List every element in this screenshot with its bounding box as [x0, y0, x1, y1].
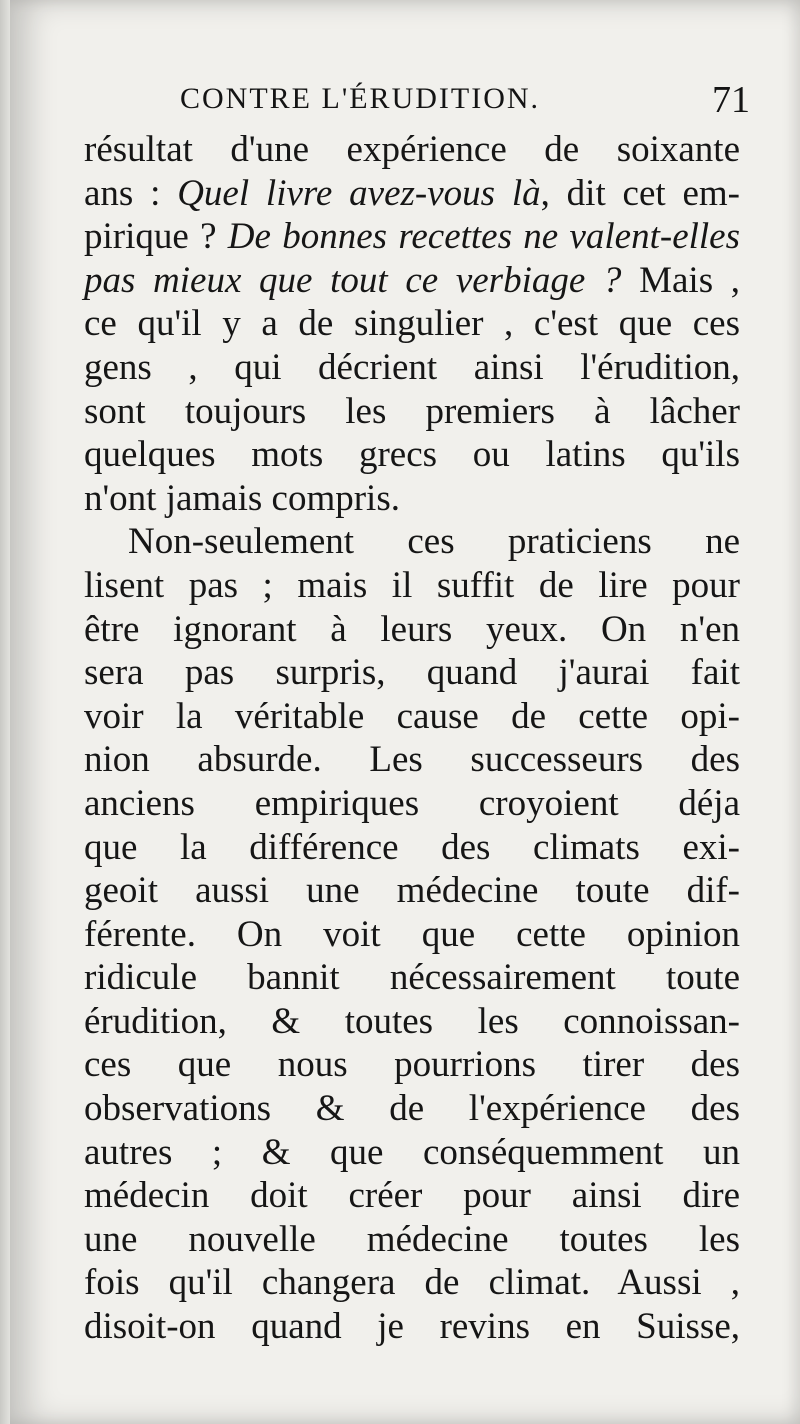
text-line	[84, 215, 740, 259]
text-run: observations & de l'expérience des	[84, 1088, 740, 1130]
text-run: sont toujours les premiers à lâcher	[84, 390, 740, 432]
text-run: ans :	[84, 172, 178, 214]
running-title: CONTRE L'ÉRUDITION.	[180, 82, 541, 115]
text-run: , dit cet em-	[540, 172, 740, 214]
text-line	[84, 520, 740, 564]
text-line	[84, 259, 740, 303]
body-text	[84, 128, 740, 1349]
text-line	[84, 651, 740, 695]
text-run: lisent pas ; mais il suffit de lire pour	[84, 564, 740, 606]
text-line	[84, 1043, 740, 1087]
text-run: ce qu'il y a de singulier , c'est que ces	[84, 303, 740, 345]
italic-text: pas mieux que tout ce verbiage ?	[84, 259, 622, 301]
text-run: être ignorant à leurs yeux. On n'en	[84, 608, 740, 650]
text-line	[84, 1261, 740, 1305]
text-run: gens , qui décrient ainsi l'érudition,	[84, 346, 740, 388]
italic-text: Quel livre avez-vous là	[177, 172, 541, 214]
text-run: médecin doit créer pour ainsi dire	[84, 1175, 740, 1217]
text-run: voir la véritable cause de cette opi-	[84, 695, 740, 737]
text-line	[84, 1174, 740, 1218]
text-line	[84, 346, 740, 390]
text-line	[84, 869, 740, 913]
text-line	[84, 956, 740, 1000]
running-head	[180, 79, 750, 126]
text-run: disoit-on quand je revins en Suisse,	[84, 1306, 740, 1348]
text-line	[84, 913, 740, 957]
text-line	[84, 477, 740, 521]
text-line	[84, 433, 740, 477]
text-run: érudition, & toutes les connoissan-	[84, 1000, 740, 1042]
text-line	[84, 1131, 740, 1175]
text-line	[84, 695, 740, 739]
text-line	[84, 390, 740, 434]
text-line	[84, 1305, 740, 1349]
text-run: n'ont jamais compris.	[84, 477, 400, 519]
text-line	[84, 128, 740, 172]
text-line	[84, 172, 740, 216]
text-run: que la différence des climats exi-	[84, 826, 740, 868]
text-line	[84, 302, 740, 346]
text-run: anciens empiriques croyoient déja	[84, 782, 740, 824]
text-line	[84, 782, 740, 826]
text-line	[84, 1087, 740, 1131]
text-run: nion absurde. Les successeurs des	[84, 739, 740, 781]
text-run: férente. On voit que cette opinion	[84, 913, 740, 955]
text-run: Mais ,	[621, 259, 740, 301]
text-line	[84, 1000, 740, 1044]
text-run: ridicule bannit nécessairement toute	[84, 957, 740, 999]
text-run: autres ; & que conséquemment un	[84, 1131, 740, 1173]
text-run: sera pas surpris, quand j'aurai fait	[84, 652, 740, 694]
text-line	[84, 826, 740, 870]
text-line	[84, 738, 740, 782]
text-run: ces que nous pourrions tirer des	[84, 1044, 740, 1086]
italic-text: De bonnes recettes ne valent-elles	[227, 216, 741, 258]
text-line	[84, 564, 740, 608]
page-number: 71	[712, 79, 750, 121]
text-run: pirique ?	[84, 216, 228, 258]
text-line	[84, 608, 740, 652]
text-run: fois qu'il changera de climat. Aussi ,	[84, 1262, 740, 1304]
text-run: résultat d'une expérience de soixante	[84, 129, 740, 170]
text-run: une nouvelle médecine toutes les	[84, 1218, 740, 1260]
book-page	[10, 0, 800, 1424]
page-gutter	[0, 0, 10, 1424]
text-line	[84, 1218, 740, 1262]
text-run: quelques mots grecs ou latins qu'ils	[84, 434, 740, 476]
text-run: geoit aussi une médecine toute dif-	[84, 870, 740, 912]
text-run: Non-seulement ces praticiens ne	[128, 521, 740, 563]
